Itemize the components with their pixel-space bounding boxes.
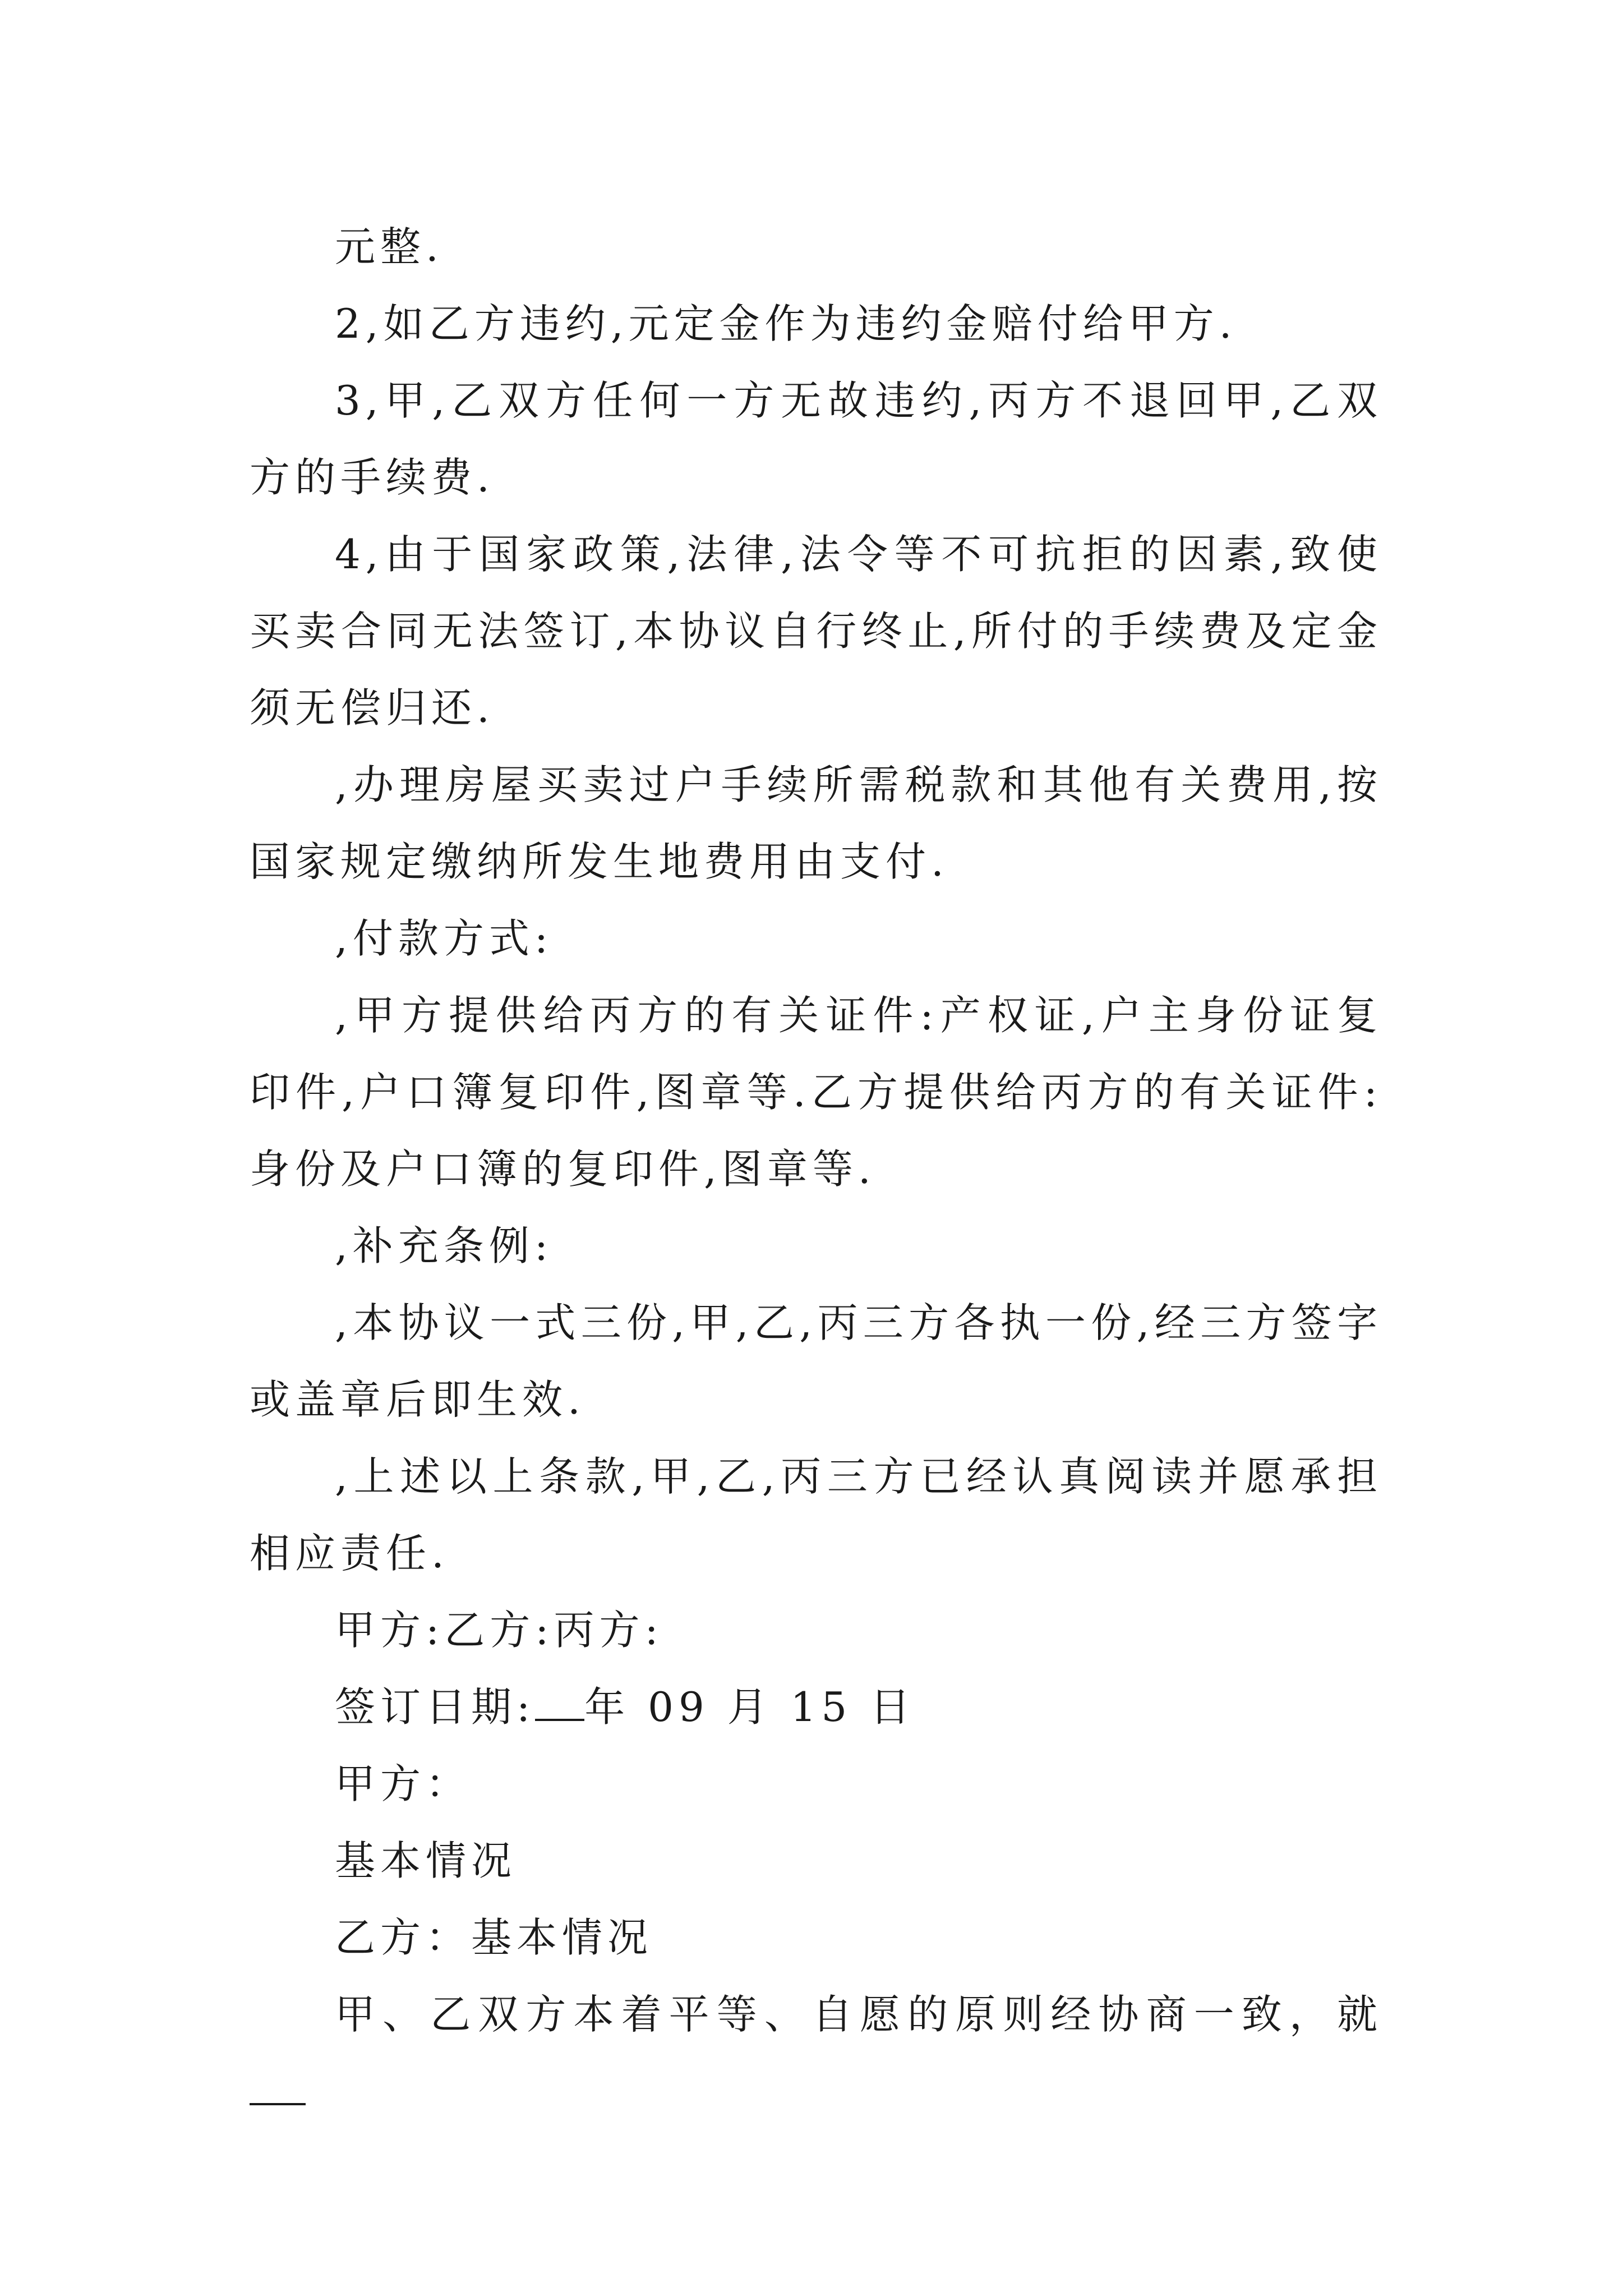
paragraph: ,甲方提供给丙方的有关证件:产权证,户主身份证复印件,户口簿复印件,图章等.乙方提供给丙方的有关证件:身份及户口簿的复印件,图章等. — [250, 992, 1382, 1193]
final-line — [250, 1976, 1382, 2130]
document-page — [250, 209, 1382, 2130]
final-line-text: 甲、乙双方本着平等、自愿的原则经协商一致，就 — [335, 1991, 1382, 2038]
party-a-label: 甲方： — [335, 1760, 472, 1807]
signing-date-value: 年 09 月 15 日 — [584, 1683, 916, 1731]
paragraph: 元整. — [335, 223, 444, 270]
paragraph: 2,如乙方违约,元定金作为违约金赔付给甲方. — [335, 300, 1237, 347]
signing-date-label: 签订日期: — [335, 1683, 536, 1731]
paragraph: ,办理房屋买卖过户手续所需税款和其他有关费用,按国家规定缴纳所发生地费用由支付. — [250, 761, 1382, 885]
paragraph: ,上述以上条款,甲,乙,丙三方已经认真阅读并愿承担相应责任. — [250, 1453, 1382, 1577]
paragraph: 3,甲,乙双方任何一方无故违约,丙方不退回甲,乙双方的手续费. — [250, 377, 1382, 501]
year-blank — [535, 1685, 584, 1721]
paragraph: ,本协议一式三份,甲,乙,丙三方各执一份,经三方签字或盖章后即生效. — [250, 1299, 1382, 1423]
party-b-line: 乙方：基本情况 — [335, 1914, 653, 1961]
signing-date-line — [250, 1669, 1382, 1746]
paragraph: ,补充条例: — [335, 1222, 554, 1269]
paragraph: ,付款方式: — [335, 915, 554, 962]
signature-parties-line: 甲方:乙方:丙方: — [335, 1607, 663, 1654]
basic-info-line: 基本情况 — [335, 1837, 517, 1884]
trailing-blank — [250, 2069, 306, 2105]
paragraph: 4,由于国家政策,法律,法令等不可抗拒的因素,致使买卖合同无法签订,本协议自行终止,所付的手续费及定金须无偿归还. — [250, 531, 1382, 731]
